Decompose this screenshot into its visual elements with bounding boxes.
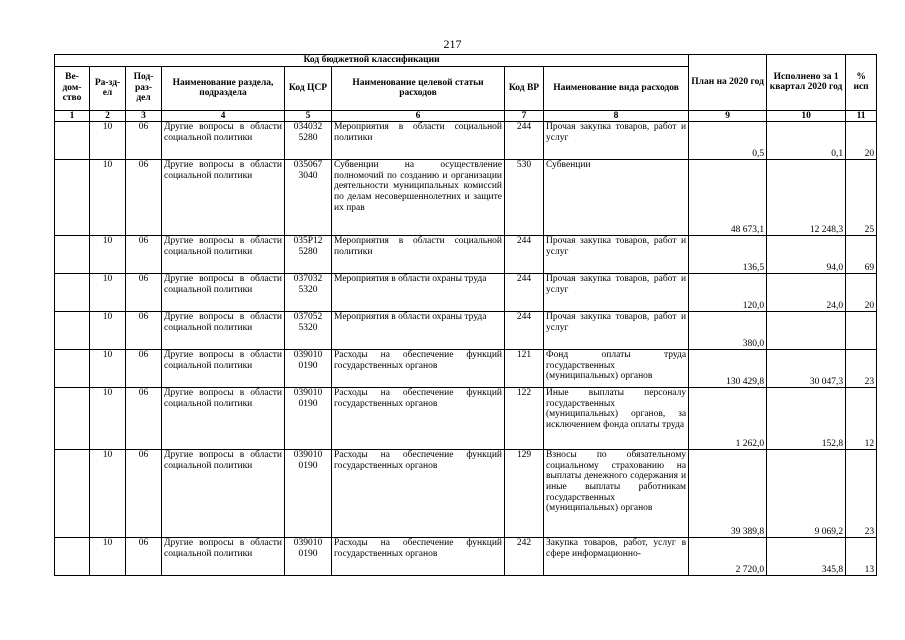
cell-executed: 345,8 [767, 538, 846, 576]
cell-percent: 20 [846, 274, 877, 312]
cell-section-name: Другие вопросы в области социальной политики [162, 274, 285, 312]
cell-percent: 20 [846, 122, 877, 160]
cell-plan: 48 673,1 [689, 160, 767, 236]
table-row [55, 236, 877, 274]
cell-vr-name: Иные выплаты персоналу государственных (муниципальных) органов, за исключением фонда оплаты труда [544, 388, 689, 450]
cell-subsection: 06 [126, 350, 162, 388]
col-number: 1 [55, 110, 90, 122]
header-col-2: Ра-зд-ел [90, 66, 126, 110]
header-col-3: Под-раз-дел [126, 66, 162, 110]
cell-vr-name: Закупка товаров, работ, услуг в сфере информационно- [544, 538, 689, 576]
cell-section: 10 [90, 122, 126, 160]
cell-csr-code: 039010 0190 [285, 350, 332, 388]
table-row [55, 274, 877, 312]
cell-executed: 152,8 [767, 388, 846, 450]
cell-percent: 25 [846, 160, 877, 236]
header-col-7: Код ВР [505, 66, 544, 110]
cell-csr-code: 035Р12 5280 [285, 236, 332, 274]
cell-percent: 23 [846, 350, 877, 388]
cell-vr-name: Взносы по обязательному социальному страхованию на выплаты денежного содержания и иные выплаты работникам государственных (муниципальных) органов [544, 450, 689, 538]
cell-subsection: 06 [126, 312, 162, 350]
cell-section-name: Другие вопросы в области социальной политики [162, 350, 285, 388]
cell-vr-name: Субвенции [544, 160, 689, 236]
cell-vr-code: 129 [505, 450, 544, 538]
cell-csr-code: 035067 3040 [285, 160, 332, 236]
header-col-11: % исп [846, 55, 877, 111]
cell-vr-code: 121 [505, 350, 544, 388]
cell-percent: 69 [846, 236, 877, 274]
header-col-4: Наименование раздела, подраздела [162, 66, 285, 110]
cell-vr-code: 244 [505, 122, 544, 160]
page-number: 217 [443, 37, 462, 51]
cell-department [55, 538, 90, 576]
cell-executed: 30 047,3 [767, 350, 846, 388]
col-number: 11 [846, 110, 877, 122]
col-number: 9 [689, 110, 767, 122]
cell-plan: 380,0 [689, 312, 767, 350]
cell-csr-code: 037052 5320 [285, 312, 332, 350]
cell-csr-name: Расходы на обеспечение функций государственных органов [332, 388, 505, 450]
cell-plan: 130 429,8 [689, 350, 767, 388]
header-col-9: План на 2020 год [689, 55, 767, 111]
cell-vr-name: Прочая закупка товаров, работ и услуг [544, 122, 689, 160]
table-row [55, 538, 877, 576]
header-number-row [55, 110, 877, 122]
cell-section: 10 [90, 312, 126, 350]
budget-table [54, 54, 877, 576]
cell-executed: 9 069,2 [767, 450, 846, 538]
cell-csr-name: Мероприятия в области социальной политики [332, 236, 505, 274]
table-row [55, 450, 877, 538]
cell-section-name: Другие вопросы в области социальной политики [162, 538, 285, 576]
header-col-6: Наименование целевой статьи расходов [332, 66, 505, 110]
cell-csr-code: 034032 5280 [285, 122, 332, 160]
table-row [55, 122, 877, 160]
cell-csr-name: Субвенции на осуществление полномочий по созданию и организации деятельности муниципальных комиссий по делам несовершеннолетних и защите их прав [332, 160, 505, 236]
cell-vr-code: 244 [505, 274, 544, 312]
cell-executed: 24,0 [767, 274, 846, 312]
header-group-row [55, 55, 877, 67]
cell-section: 10 [90, 388, 126, 450]
cell-section-name: Другие вопросы в области социальной политики [162, 312, 285, 350]
cell-percent: 13 [846, 538, 877, 576]
cell-department [55, 350, 90, 388]
cell-vr-name: Прочая закупка товаров, работ и услуг [544, 274, 689, 312]
cell-csr-name: Мероприятия в области охраны труда [332, 312, 505, 350]
col-number: 8 [544, 110, 689, 122]
cell-section-name: Другие вопросы в области социальной политики [162, 236, 285, 274]
cell-vr-code: 244 [505, 236, 544, 274]
cell-section: 10 [90, 274, 126, 312]
cell-plan: 136,5 [689, 236, 767, 274]
table-row [55, 350, 877, 388]
cell-csr-name: Расходы на обеспечение функций государственных органов [332, 350, 505, 388]
col-number: 2 [90, 110, 126, 122]
cell-csr-name: Мероприятия в области социальной политики [332, 122, 505, 160]
cell-vr-name: Прочая закупка товаров, работ и услуг [544, 236, 689, 274]
cell-section-name: Другие вопросы в области социальной политики [162, 450, 285, 538]
cell-department [55, 450, 90, 538]
cell-subsection: 06 [126, 274, 162, 312]
cell-executed [767, 312, 846, 350]
cell-subsection: 06 [126, 388, 162, 450]
cell-percent: 12 [846, 388, 877, 450]
cell-plan: 2 720,0 [689, 538, 767, 576]
cell-department [55, 160, 90, 236]
cell-percent [846, 312, 877, 350]
cell-section: 10 [90, 160, 126, 236]
cell-vr-code: 530 [505, 160, 544, 236]
col-number: 7 [505, 110, 544, 122]
cell-section-name: Другие вопросы в области социальной политики [162, 160, 285, 236]
cell-executed: 94,0 [767, 236, 846, 274]
cell-department [55, 388, 90, 450]
cell-section-name: Другие вопросы в области социальной политики [162, 122, 285, 160]
cell-executed: 12 248,3 [767, 160, 846, 236]
cell-subsection: 06 [126, 538, 162, 576]
col-number: 6 [332, 110, 505, 122]
cell-section: 10 [90, 350, 126, 388]
cell-executed: 0,1 [767, 122, 846, 160]
col-number: 5 [285, 110, 332, 122]
cell-csr-name: Расходы на обеспечение функций государственных органов [332, 538, 505, 576]
cell-percent: 23 [846, 450, 877, 538]
cell-subsection: 06 [126, 236, 162, 274]
cell-csr-name: Мероприятия в области охраны труда [332, 274, 505, 312]
cell-section: 10 [90, 538, 126, 576]
cell-plan: 120,0 [689, 274, 767, 312]
cell-section: 10 [90, 450, 126, 538]
header-col-5: Код ЦСР [285, 66, 332, 110]
cell-plan: 39 389,8 [689, 450, 767, 538]
col-number: 4 [162, 110, 285, 122]
cell-department [55, 274, 90, 312]
cell-subsection: 06 [126, 450, 162, 538]
cell-vr-code: 244 [505, 312, 544, 350]
cell-vr-code: 122 [505, 388, 544, 450]
header-col-1: Ве-дом-ство [55, 66, 90, 110]
header-group-label: Код бюджетной классификации [55, 55, 689, 67]
header-col-8: Наименование вида расходов [544, 66, 689, 110]
cell-department [55, 312, 90, 350]
cell-csr-code: 039010 0190 [285, 450, 332, 538]
header-col-10: Исполнено за 1 квартал 2020 год [767, 55, 846, 111]
col-number: 3 [126, 110, 162, 122]
cell-subsection: 06 [126, 122, 162, 160]
cell-vr-name: Фонд оплаты труда государственных (муниципальных) органов [544, 350, 689, 388]
cell-csr-code: 039010 0190 [285, 538, 332, 576]
cell-vr-name: Прочая закупка товаров, работ и услуг [544, 312, 689, 350]
table-row [55, 312, 877, 350]
cell-section: 10 [90, 236, 126, 274]
col-number: 10 [767, 110, 846, 122]
cell-plan: 0,5 [689, 122, 767, 160]
cell-csr-code: 039010 0190 [285, 388, 332, 450]
cell-department [55, 122, 90, 160]
cell-section-name: Другие вопросы в области социальной политики [162, 388, 285, 450]
cell-department [55, 236, 90, 274]
cell-vr-code: 242 [505, 538, 544, 576]
cell-plan: 1 262,0 [689, 388, 767, 450]
table-row [55, 160, 877, 236]
cell-csr-name: Расходы на обеспечение функций государственных органов [332, 450, 505, 538]
cell-subsection: 06 [126, 160, 162, 236]
cell-csr-code: 037032 5320 [285, 274, 332, 312]
table-row [55, 388, 877, 450]
